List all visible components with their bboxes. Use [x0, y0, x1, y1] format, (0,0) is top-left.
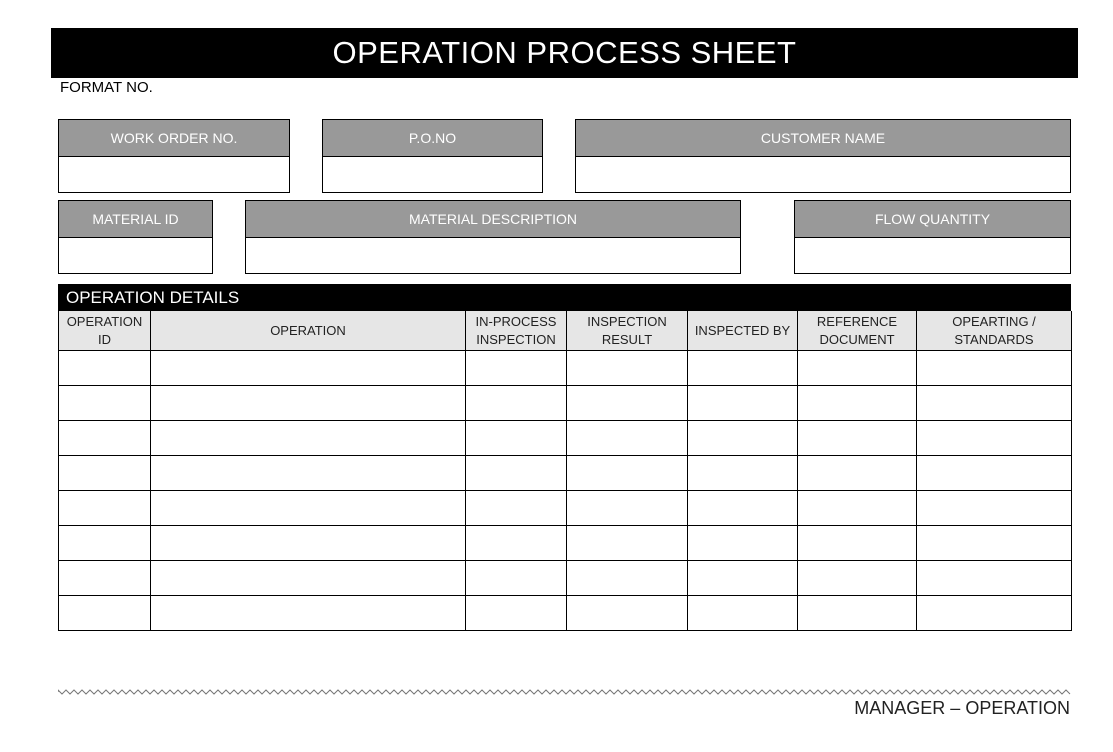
operation-rows [59, 351, 1072, 631]
table-cell[interactable] [917, 561, 1072, 596]
column-header-operating-standards [917, 311, 1072, 351]
page-title: OPERATION PROCESS SHEET [51, 28, 1078, 78]
table-cell[interactable] [798, 421, 917, 456]
material-id-input[interactable] [59, 238, 212, 273]
header-line: INSPECTION [476, 331, 556, 347]
table-cell[interactable] [567, 526, 688, 561]
material-description-input[interactable] [246, 238, 740, 273]
flow-quantity-field [794, 200, 1071, 274]
table-cell[interactable] [466, 386, 567, 421]
table-cell[interactable] [688, 596, 798, 631]
table-cell[interactable] [917, 351, 1072, 386]
header-line: ID [98, 331, 111, 347]
table-row [59, 456, 1072, 491]
po-number-field [322, 119, 543, 193]
table-cell[interactable] [917, 456, 1072, 491]
table-cell[interactable] [567, 351, 688, 386]
table-cell[interactable] [59, 386, 151, 421]
table-cell[interactable] [59, 456, 151, 491]
table-row [59, 351, 1072, 386]
header-line: OPERATION [270, 322, 346, 338]
table-row [59, 421, 1072, 456]
flow-quantity-input[interactable] [795, 238, 1070, 273]
table-cell[interactable] [59, 526, 151, 561]
table-cell[interactable] [917, 596, 1072, 631]
material-description-field [245, 200, 741, 274]
header-line: STANDARDS [954, 331, 1034, 347]
format-number-label: FORMAT NO. [60, 79, 153, 96]
table-cell[interactable] [59, 596, 151, 631]
header-line: OPEARTING / [952, 313, 1036, 329]
table-cell[interactable] [567, 386, 688, 421]
table-row [59, 526, 1072, 561]
header-line: INSPECTION [587, 313, 667, 329]
table-cell[interactable] [59, 561, 151, 596]
po-number-input[interactable] [323, 157, 542, 192]
table-cell[interactable] [466, 596, 567, 631]
column-header-reference-document [798, 311, 917, 351]
customer-name-field [575, 119, 1071, 193]
table-cell[interactable] [151, 421, 466, 456]
material-id-field [58, 200, 213, 274]
table-cell[interactable] [151, 456, 466, 491]
table-cell[interactable] [466, 491, 567, 526]
table-cell[interactable] [798, 456, 917, 491]
table-cell[interactable] [466, 456, 567, 491]
table-cell[interactable] [798, 526, 917, 561]
customer-name-label: CUSTOMER NAME [576, 120, 1070, 157]
signature-label: MANAGER – OPERATION [854, 698, 1070, 718]
table-header-row [59, 311, 1072, 351]
column-header-operation-id [59, 311, 151, 351]
table-cell[interactable] [466, 351, 567, 386]
table-cell[interactable] [151, 351, 466, 386]
table-cell[interactable] [151, 386, 466, 421]
work-order-field [58, 119, 290, 193]
table-cell[interactable] [917, 526, 1072, 561]
table-cell[interactable] [151, 491, 466, 526]
signature-line [58, 687, 1071, 697]
column-header-in-process-inspection [466, 311, 567, 351]
header-line: RESULT [601, 331, 653, 347]
operation-details-heading: OPERATION DETAILS [58, 284, 1071, 311]
column-header-inspection-result [567, 311, 688, 351]
table-cell[interactable] [151, 596, 466, 631]
table-row [59, 596, 1072, 631]
material-description-label: MATERIAL DESCRIPTION [246, 201, 740, 238]
material-id-label: MATERIAL ID [59, 201, 212, 238]
table-cell[interactable] [688, 561, 798, 596]
table-cell[interactable] [567, 561, 688, 596]
table-cell[interactable] [567, 596, 688, 631]
po-number-label: P.O.NO [323, 120, 542, 157]
table-cell[interactable] [917, 386, 1072, 421]
table-cell[interactable] [567, 421, 688, 456]
table-cell[interactable] [567, 491, 688, 526]
table-cell[interactable] [466, 421, 567, 456]
table-cell[interactable] [466, 561, 567, 596]
table-cell[interactable] [688, 351, 798, 386]
table-cell[interactable] [688, 456, 798, 491]
table-cell[interactable] [151, 526, 466, 561]
table-cell[interactable] [798, 386, 917, 421]
header-line: REFERENCE [816, 313, 898, 329]
table-cell[interactable] [917, 491, 1072, 526]
table-row [59, 386, 1072, 421]
table-cell[interactable] [688, 491, 798, 526]
table-cell[interactable] [798, 596, 917, 631]
table-cell[interactable] [466, 526, 567, 561]
table-cell[interactable] [567, 456, 688, 491]
header-line: IN-PROCESS [475, 313, 557, 329]
table-cell[interactable] [59, 351, 151, 386]
column-header-operation [151, 311, 466, 351]
table-cell[interactable] [59, 491, 151, 526]
table-cell[interactable] [151, 561, 466, 596]
table-cell[interactable] [798, 351, 917, 386]
table-row [59, 491, 1072, 526]
operation-details-table [58, 311, 1072, 631]
column-header-inspected-by [688, 311, 798, 351]
header-line: DOCUMENT [819, 331, 895, 347]
table-cell[interactable] [688, 421, 798, 456]
table-cell[interactable] [688, 386, 798, 421]
table-row [59, 561, 1072, 596]
table-cell[interactable] [917, 421, 1072, 456]
table-cell[interactable] [798, 491, 917, 526]
table-cell[interactable] [59, 421, 151, 456]
table-cell[interactable] [798, 561, 917, 596]
work-order-label: WORK ORDER NO. [59, 120, 289, 157]
flow-quantity-label: FLOW QUANTITY [795, 201, 1070, 238]
table-cell[interactable] [688, 526, 798, 561]
customer-name-input[interactable] [576, 157, 1070, 192]
header-line: OPERATION [66, 313, 143, 329]
header-line: INSPECTED BY [694, 322, 791, 338]
work-order-input[interactable] [59, 157, 289, 192]
